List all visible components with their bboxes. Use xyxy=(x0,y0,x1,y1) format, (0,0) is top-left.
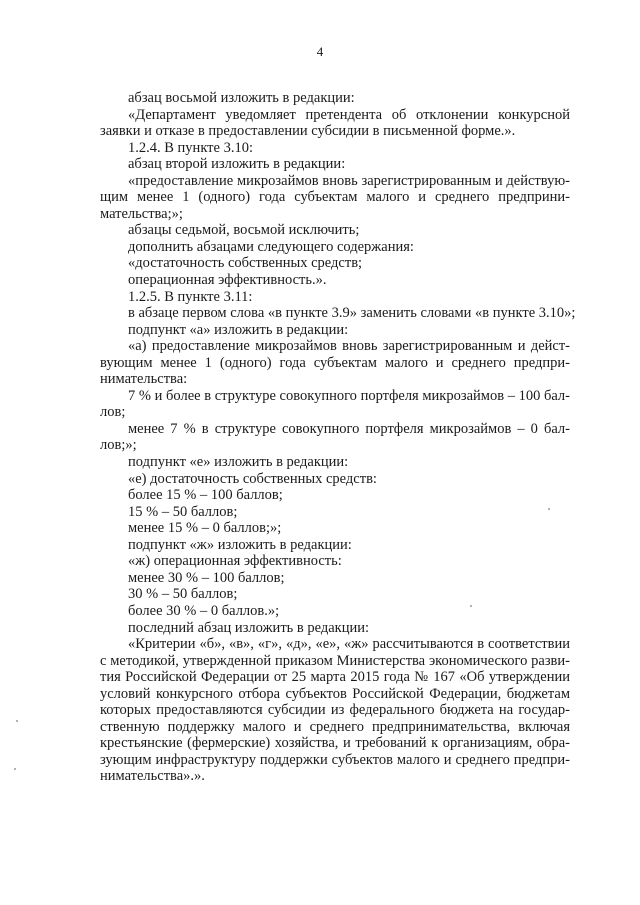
text-line: подпункт «ж» изложить в редакции: xyxy=(128,536,352,553)
text-line: менее 7 % в структуре совокупного портфеля микрозаймов – 0 бал- xyxy=(128,420,570,437)
text-line: 1.2.4. В пункте 3.10: xyxy=(128,139,253,156)
text-line: более 15 % – 100 баллов; xyxy=(128,487,283,504)
text-line: тия Российской Федерации от 25 марта 2015 года № 167 «Об утверждении xyxy=(100,669,570,686)
text-line: зующим инфраструктуру поддержки субъектов малого и среднего предпри- xyxy=(100,751,570,768)
scan-speck xyxy=(16,720,18,722)
text-line: нимательства».». xyxy=(100,768,205,785)
text-line: 1.2.5. В пункте 3.11: xyxy=(128,288,253,305)
text-line: условий конкурсного отбора субъектов Российской Федерации, бюджетам xyxy=(100,685,570,702)
document-body xyxy=(100,90,576,785)
text-line: 15 % – 50 баллов; xyxy=(128,503,238,520)
page-number: 4 xyxy=(316,44,324,59)
scan-speck xyxy=(548,508,550,510)
text-line: менее 15 % – 0 баллов;»; xyxy=(128,520,282,537)
text-line: абзац восьмой изложить в редакции: xyxy=(128,90,355,106)
text-line: «а) предоставление микрозаймов вновь зарегистрированным и дейст- xyxy=(128,338,570,355)
scan-speck xyxy=(14,768,16,770)
text-line: «достаточность собственных средств; xyxy=(128,255,363,272)
text-line: менее 30 % – 100 баллов; xyxy=(128,569,285,586)
text-line: более 30 % – 0 баллов.»; xyxy=(128,602,280,619)
text-line: дополнить абзацами следующего содержания: xyxy=(128,238,414,255)
text-line: которых предоставляются субсидии из федерального бюджета на государ- xyxy=(100,702,570,719)
text-line: абзацы седьмой, восьмой исключить; xyxy=(128,222,360,239)
text-line: лов;»; xyxy=(100,437,137,454)
text-line: с методикой, утвержденной приказом Министерства экономического разви- xyxy=(100,652,570,669)
text-line: подпункт «а» изложить в редакции: xyxy=(128,321,349,338)
text-line: крестьянские (фермерские) хозяйства, и требований к организациям, обра- xyxy=(100,735,570,752)
text-line: щим менее 1 (одного) года субъектам малого и среднего предприни- xyxy=(100,189,570,206)
text-line: «предоставление микрозаймов вновь зарегистрированным и действую- xyxy=(128,172,570,189)
text-line: операционная эффективность.». xyxy=(128,272,327,289)
text-line: абзац второй изложить в редакции: xyxy=(128,156,346,173)
text-line: лов; xyxy=(100,404,126,421)
text-line: заявки и отказе в предоставлении субсидии в письменной форме.». xyxy=(100,123,516,140)
text-line: «Департамент уведомляет претендента об отклонении конкурсной xyxy=(128,106,570,123)
text-line: в абзаце первом слова «в пункте 3.9» заменить словами «в пункте 3.10»; xyxy=(128,305,576,322)
text-line: «е) достаточность собственных средств: xyxy=(128,470,377,487)
text-line: подпункт «е» изложить в редакции: xyxy=(128,454,349,471)
text-line: нимательства: xyxy=(100,371,188,388)
text-line: «Критерии «б», «в», «г», «д», «е», «ж» рассчитываются в соответствии xyxy=(128,636,570,653)
text-line: последний абзац изложить в редакции: xyxy=(128,619,370,636)
text-line: вующим менее 1 (одного) года субъектам малого и среднего предпри- xyxy=(100,354,570,371)
scan-speck xyxy=(470,605,472,607)
text-line: 7 % и более в структуре совокупного портфеля микрозаймов – 100 бал- xyxy=(128,387,570,404)
text-line: «ж) операционная эффективность: xyxy=(128,553,342,570)
text-line: 30 % – 50 баллов; xyxy=(128,586,238,603)
text-line: мательства;»; xyxy=(100,205,183,222)
text-line: ственную поддержку малого и среднего предпринимательства, включая xyxy=(100,718,570,735)
